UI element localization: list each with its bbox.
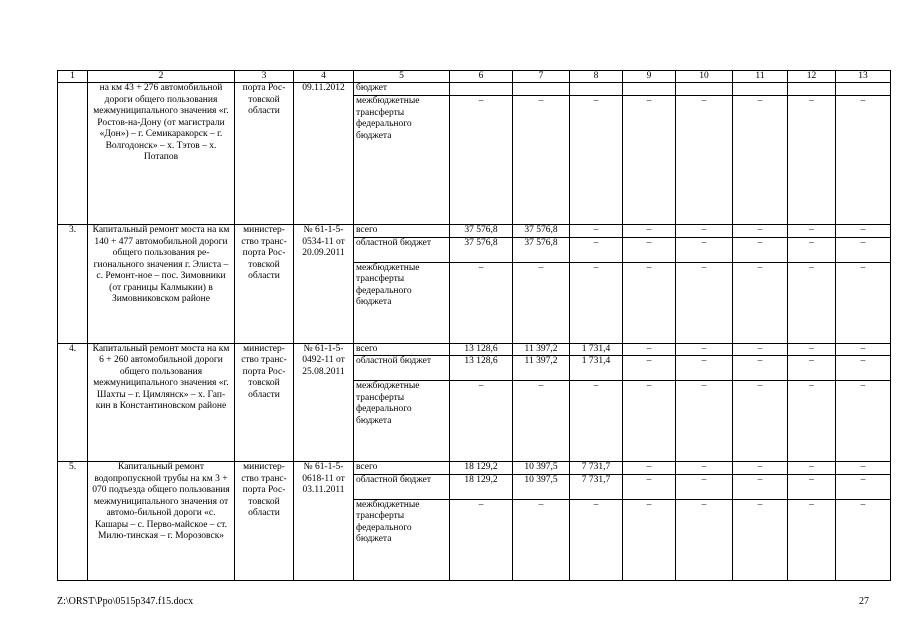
value-cell: – [570, 499, 623, 580]
value-cell: – [836, 462, 891, 475]
value-cell: – [623, 381, 676, 462]
value-cell: – [623, 237, 676, 262]
header-cell: 11 [733, 71, 788, 83]
header-cell: 10 [676, 71, 733, 83]
value-cell: – [733, 343, 788, 356]
value-cell: – [513, 499, 570, 580]
table-row [58, 462, 891, 475]
value-cell: – [676, 343, 733, 356]
funding-source: областной бюджет [354, 237, 450, 262]
customer: министер-ство транс-порта Рос-товской области [235, 225, 294, 344]
value-cell: – [676, 356, 733, 381]
value-cell [733, 83, 788, 96]
value-cell: – [788, 474, 836, 499]
value-cell: – [623, 356, 676, 381]
value-cell: – [513, 381, 570, 462]
value-cell: – [676, 225, 733, 238]
funding-source: всего [354, 343, 450, 356]
value-cell: – [733, 96, 788, 225]
value-cell: – [676, 96, 733, 225]
value-cell: – [450, 262, 513, 343]
value-cell: – [733, 499, 788, 580]
value-cell: – [836, 499, 891, 580]
value-cell [513, 83, 570, 96]
row-number [58, 83, 88, 225]
value-cell: – [836, 381, 891, 462]
value-cell: – [788, 356, 836, 381]
value-cell [676, 83, 733, 96]
value-cell: – [676, 462, 733, 475]
funding-source: всего [354, 225, 450, 238]
value-cell: 18 129,2 [450, 474, 513, 499]
header-row [58, 71, 891, 83]
value-cell: – [676, 237, 733, 262]
value-cell: 11 397,2 [513, 356, 570, 381]
funding-source: областной бюджет [354, 474, 450, 499]
header-cell: 4 [294, 71, 354, 83]
object-name: на км 43 + 276 автомобильной дороги общего пользования межмуниципального значения «г. Ростов-на-Дону (от магистрали «Дон») – г. Семикаракорск – г. Волгодонск» – х. Тэтов – х. Потапов [88, 83, 235, 225]
value-cell: – [450, 499, 513, 580]
funding-source: всего [354, 462, 450, 475]
value-cell: – [676, 499, 733, 580]
value-cell: – [676, 381, 733, 462]
value-cell: – [733, 462, 788, 475]
funding-source: межбюджетные трансферты федерального бюджета [354, 381, 450, 462]
value-cell: – [788, 343, 836, 356]
table-row [58, 343, 891, 356]
value-cell: – [733, 356, 788, 381]
value-cell: 13 128,6 [450, 343, 513, 356]
value-cell: – [733, 381, 788, 462]
value-cell: – [836, 96, 891, 225]
value-cell: 18 129,2 [450, 462, 513, 475]
object-name: Капитальный ремонт моста на км 140 + 477 автомобильной дороги общего пользования ре-гионального значения г. Элиста – с. Ремонт-ное – пос. Зимовники (от границы Калмыкии) в Зимовниковском районе [88, 225, 235, 344]
value-cell [570, 83, 623, 96]
continuation-row [58, 83, 891, 96]
header-cell: 12 [788, 71, 836, 83]
value-cell: – [676, 474, 733, 499]
funding-source: межбюджетные трансферты федерального бюджета [354, 262, 450, 343]
value-cell: – [623, 462, 676, 475]
funding-source: бюджет [354, 83, 450, 96]
value-cell: – [513, 262, 570, 343]
value-cell: – [570, 381, 623, 462]
value-cell [623, 83, 676, 96]
financing-table [57, 70, 891, 581]
value-cell: – [676, 262, 733, 343]
table-row [58, 225, 891, 238]
document-ref: № 61-1-5-0618-11 от 03.11.2011 [294, 462, 354, 581]
value-cell: – [788, 262, 836, 343]
value-cell [450, 83, 513, 96]
header-cell: 5 [354, 71, 450, 83]
value-cell: – [788, 499, 836, 580]
value-cell: – [623, 96, 676, 225]
value-cell: – [513, 96, 570, 225]
value-cell: – [788, 237, 836, 262]
customer: порта Рос-товской области [235, 83, 294, 225]
value-cell [836, 83, 891, 96]
value-cell: – [733, 474, 788, 499]
value-cell: – [836, 474, 891, 499]
document-ref: № 61-1-5-0534-11 от 20.09.2011 [294, 225, 354, 344]
value-cell: 13 128,6 [450, 356, 513, 381]
row-number: 4. [58, 343, 88, 462]
value-cell: 7 731,7 [570, 462, 623, 475]
header-cell: 1 [58, 71, 88, 83]
funding-source: областной бюджет [354, 356, 450, 381]
value-cell: – [623, 225, 676, 238]
value-cell: – [570, 225, 623, 238]
customer: министер-ство транс-порта Рос-товской области [235, 343, 294, 462]
funding-source: межбюджетные трансферты федерального бюджета [354, 96, 450, 225]
header-cell: 6 [450, 71, 513, 83]
header-cell: 13 [836, 71, 891, 83]
value-cell: – [836, 225, 891, 238]
value-cell: 37 576,8 [513, 225, 570, 238]
value-cell: – [788, 462, 836, 475]
value-cell: 37 576,8 [450, 225, 513, 238]
object-name: Капитальный ремонт моста на км 6 + 260 автомобильной дороги общего пользования межмуниципального значения «г. Шахты – г. Цимлянск» – х. Гап-кин в Константиновском районе [88, 343, 235, 462]
value-cell: – [450, 381, 513, 462]
object-name: Капитальный ремонт водопропускной трубы на км 3 + 070 подъезда общего пользования межмуниципального значения от автомо-бильной дороги «с. Кашары – с. Перво-майское – ст. Милю-тинская – г. Морозовск» [88, 462, 235, 581]
document-ref: № 61-1-5-0492-11 от 25.08.2011 [294, 343, 354, 462]
header-cell: 8 [570, 71, 623, 83]
value-cell: – [836, 262, 891, 343]
row-number: 3. [58, 225, 88, 344]
header-cell: 9 [623, 71, 676, 83]
value-cell: – [836, 356, 891, 381]
value-cell: – [570, 237, 623, 262]
value-cell: 37 576,8 [513, 237, 570, 262]
value-cell: – [450, 96, 513, 225]
value-cell: – [788, 381, 836, 462]
value-cell: – [623, 474, 676, 499]
value-cell: 11 397,2 [513, 343, 570, 356]
header-cell: 3 [235, 71, 294, 83]
header-cell: 7 [513, 71, 570, 83]
value-cell: 37 576,8 [450, 237, 513, 262]
value-cell: 10 397,5 [513, 474, 570, 499]
value-cell: – [570, 96, 623, 225]
value-cell: – [733, 262, 788, 343]
value-cell: – [733, 237, 788, 262]
customer: министер-ство транс-порта Рос-товской области [235, 462, 294, 581]
value-cell: 10 397,5 [513, 462, 570, 475]
value-cell: – [623, 343, 676, 356]
header-cell: 2 [88, 71, 235, 83]
value-cell: 1 731,4 [570, 343, 623, 356]
value-cell: – [733, 225, 788, 238]
value-cell: – [623, 499, 676, 580]
document-ref: 09.11.2012 [294, 83, 354, 225]
value-cell: – [836, 343, 891, 356]
value-cell: – [623, 262, 676, 343]
funding-source: межбюджетные трансферты федерального бюджета [354, 499, 450, 580]
value-cell: – [788, 225, 836, 238]
file-path: Z:\ORST\Ppo\0515p347.f15.docx [57, 596, 194, 607]
value-cell: 1 731,4 [570, 356, 623, 381]
page-number: 27 [859, 596, 869, 607]
value-cell: – [788, 96, 836, 225]
value-cell [788, 83, 836, 96]
value-cell: – [570, 262, 623, 343]
row-number: 5. [58, 462, 88, 581]
value-cell: – [836, 237, 891, 262]
value-cell: 7 731,7 [570, 474, 623, 499]
